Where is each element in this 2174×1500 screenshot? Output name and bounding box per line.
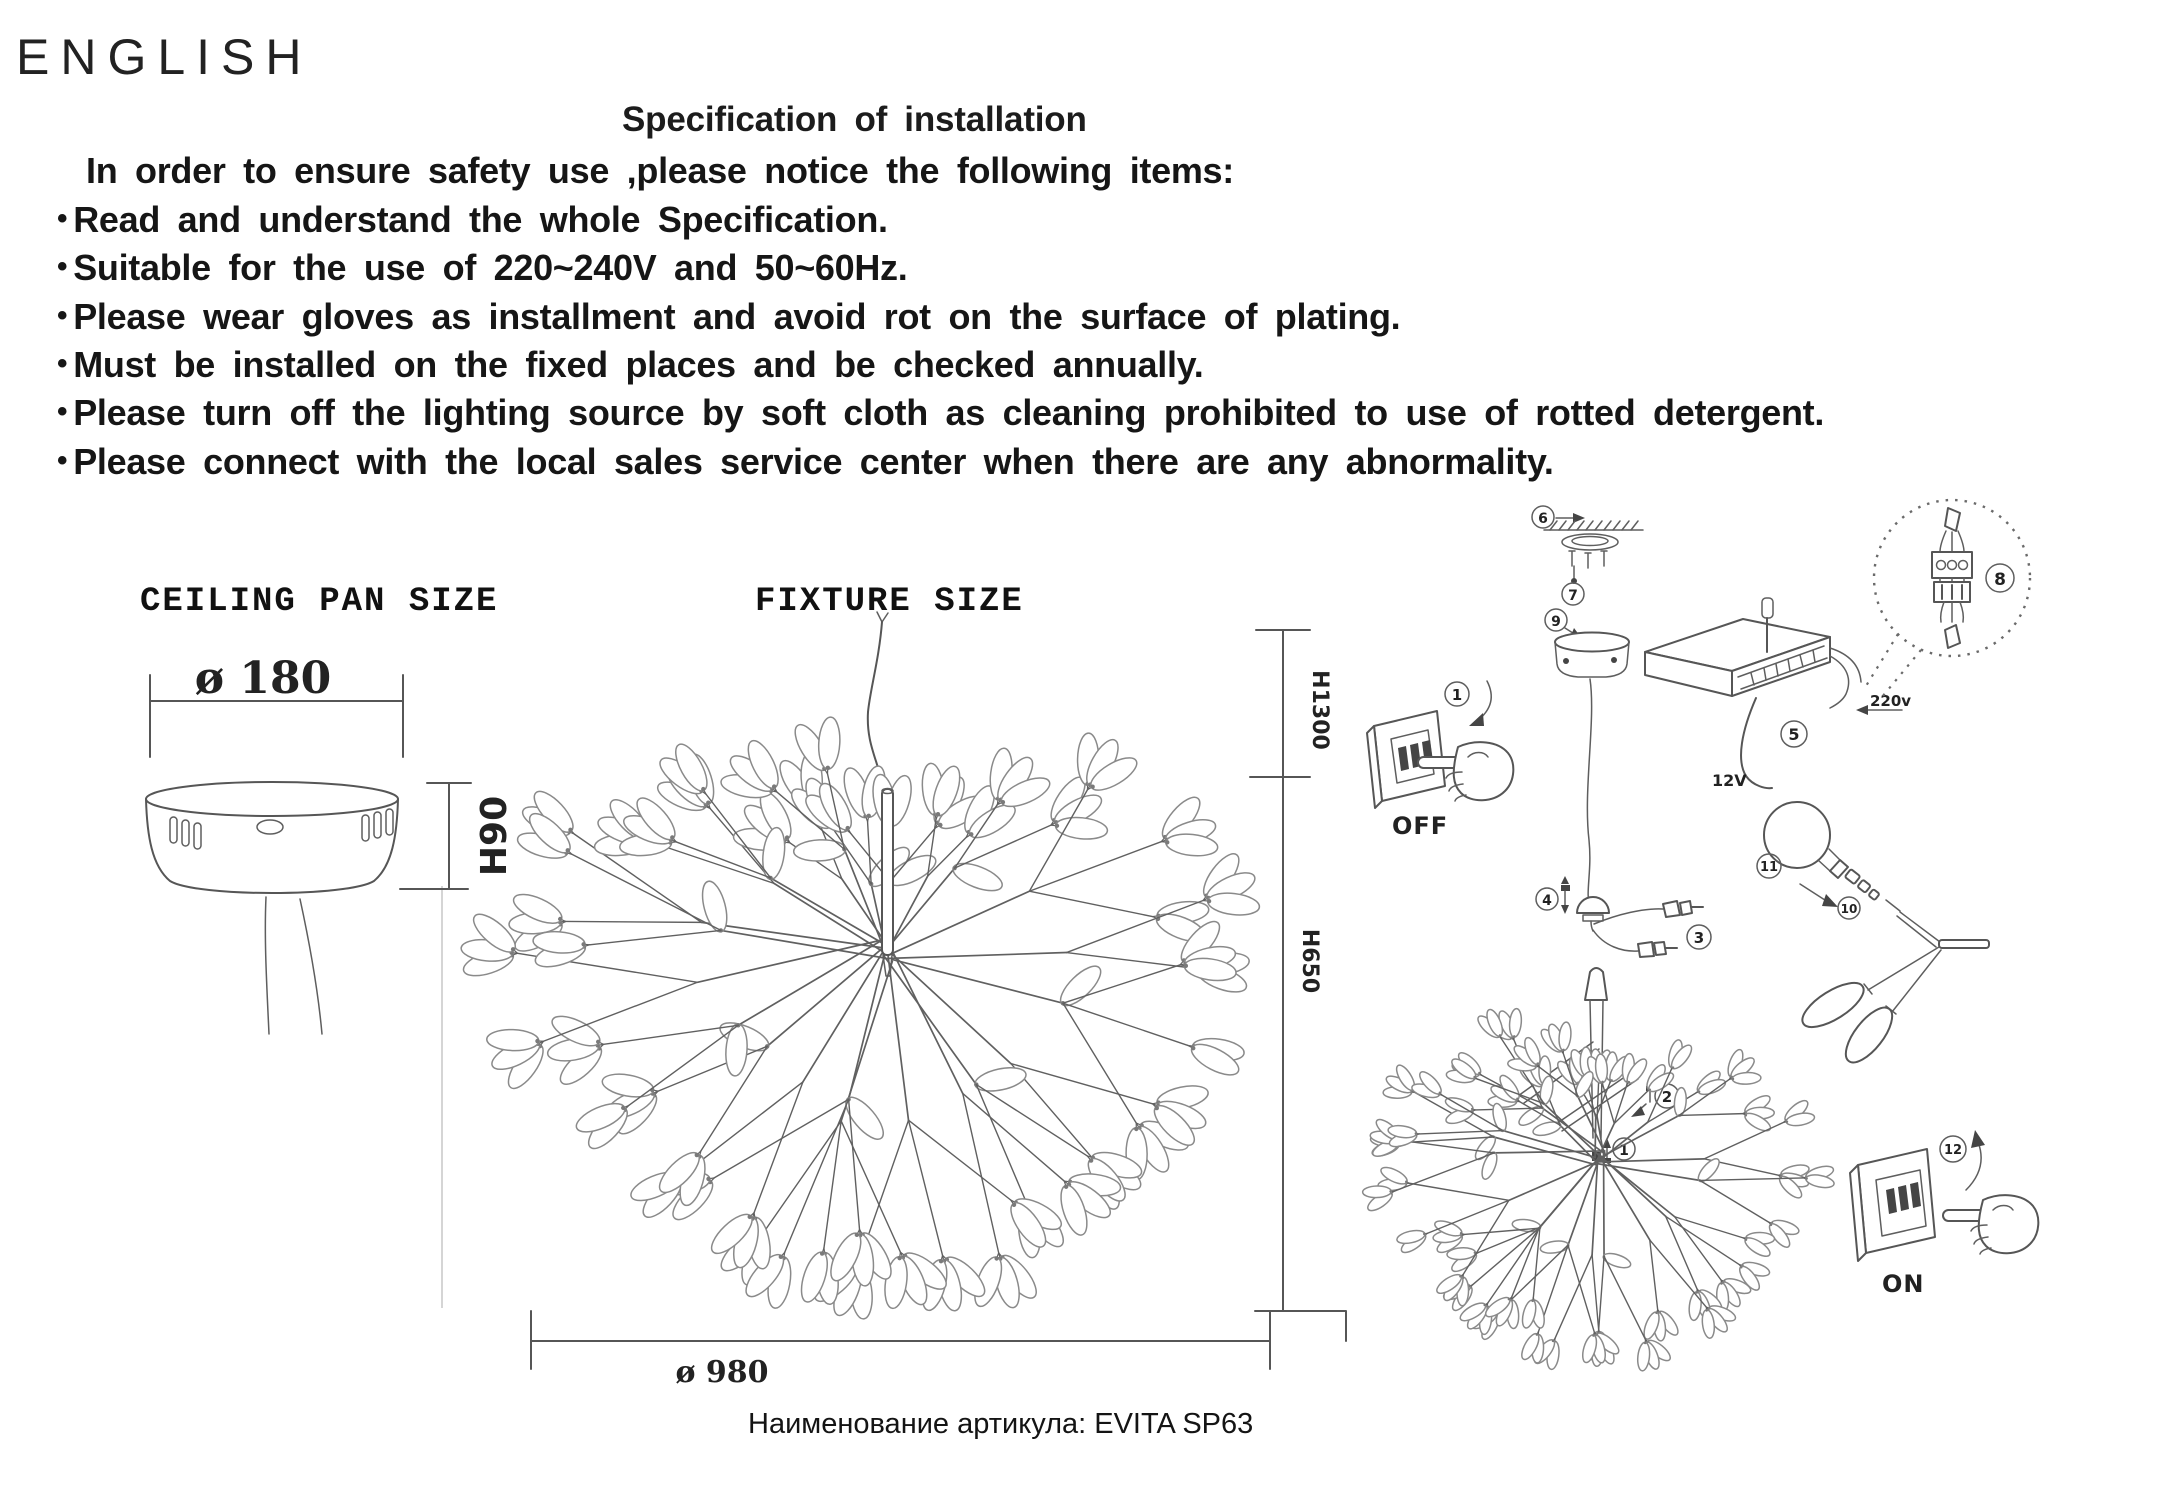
bullet-marker: • — [57, 250, 68, 283]
pan-diameter-label: ø 180 — [194, 653, 332, 704]
step-8: 8 — [1994, 570, 2006, 590]
step-4: 4 — [1542, 893, 1552, 909]
ceiling-pan-drawing — [146, 653, 515, 1308]
connector-detail-bubble — [1866, 500, 2030, 697]
ceiling-pan-size-label: CEILING PAN SIZE — [140, 583, 499, 621]
low-voltage-label: 12V — [1712, 771, 1747, 790]
bullet-marker: • — [57, 299, 68, 332]
step-1-off: 1 — [1451, 686, 1463, 704]
bullet-marker: • — [57, 202, 68, 235]
bullet-text: Read and understand the whole Specification. — [73, 199, 888, 240]
hang-height-label: H1300 — [1307, 670, 1332, 750]
step-2: 2 — [1661, 1088, 1673, 1106]
step-9: 9 — [1551, 614, 1561, 630]
installation-steps — [1362, 500, 2038, 1371]
spec-title: Specification of installation — [622, 100, 1087, 139]
step-10: 10 — [1840, 902, 1858, 916]
small-chandelier — [1362, 1007, 1835, 1371]
bullet-marker: • — [57, 347, 68, 380]
bullet-text: Suitable for the use of 220~240V and 50~60Hz. — [73, 247, 908, 288]
step-3: 3 — [1693, 929, 1705, 947]
mains-voltage-label: 220v — [1870, 692, 1912, 710]
fixture-size-label: FIXTURE SIZE — [755, 583, 1024, 621]
bullet-text: Please connect with the local sales service center when there are any abnormality. — [73, 441, 1554, 482]
bullet-text: Must be installed on the fixed places and be checked annually. — [73, 344, 1204, 385]
bullet-item — [57, 247, 907, 289]
step-12: 12 — [1943, 1143, 1963, 1158]
bullet-marker: • — [57, 395, 68, 428]
fixture-branches — [460, 717, 1260, 1320]
fixture-diameter-label: ø 980 — [675, 1355, 769, 1390]
step-11: 11 — [1759, 860, 1779, 875]
off-label: OFF — [1392, 812, 1449, 840]
bullet-item — [57, 199, 888, 241]
pan-height-label: H90 — [474, 795, 515, 877]
canopy-step — [1545, 609, 1629, 906]
bullet-item — [57, 296, 1400, 338]
language-heading: ENGLISH — [16, 29, 313, 85]
fixture-height-label: H650 — [1297, 928, 1322, 994]
fixture-drawing — [460, 612, 1346, 1390]
bullet-text: Please wear gloves as installment and avoid rot on the surface of plating. — [73, 296, 1401, 337]
step-7: 7 — [1568, 588, 1578, 604]
wiring-step — [1536, 876, 1711, 957]
on-label: ON — [1882, 1270, 1925, 1298]
bulb-step — [1757, 802, 1989, 1070]
driver-box-step — [1645, 598, 1911, 790]
step-5: 5 — [1788, 725, 1800, 744]
article-caption: Наименование артикула: EVITA SP63 — [748, 1408, 1254, 1440]
bullet-item — [57, 392, 1824, 434]
bullet-item — [57, 344, 1203, 386]
bullet-marker: • — [57, 444, 68, 477]
intro-line: In order to ensure safety use ,please notice the following items: — [86, 150, 1234, 191]
step-6: 6 — [1538, 511, 1548, 527]
power-off-step — [1367, 681, 1513, 840]
bullet-item — [57, 441, 1554, 483]
step-1-stem: 1 — [1619, 1143, 1629, 1159]
mount-plate-step — [1532, 506, 1643, 605]
power-on-step — [1850, 1130, 2038, 1298]
bullet-text: Please turn off the lighting source by soft cloth as cleaning prohibited to use of rotted detergent. — [73, 392, 1825, 433]
